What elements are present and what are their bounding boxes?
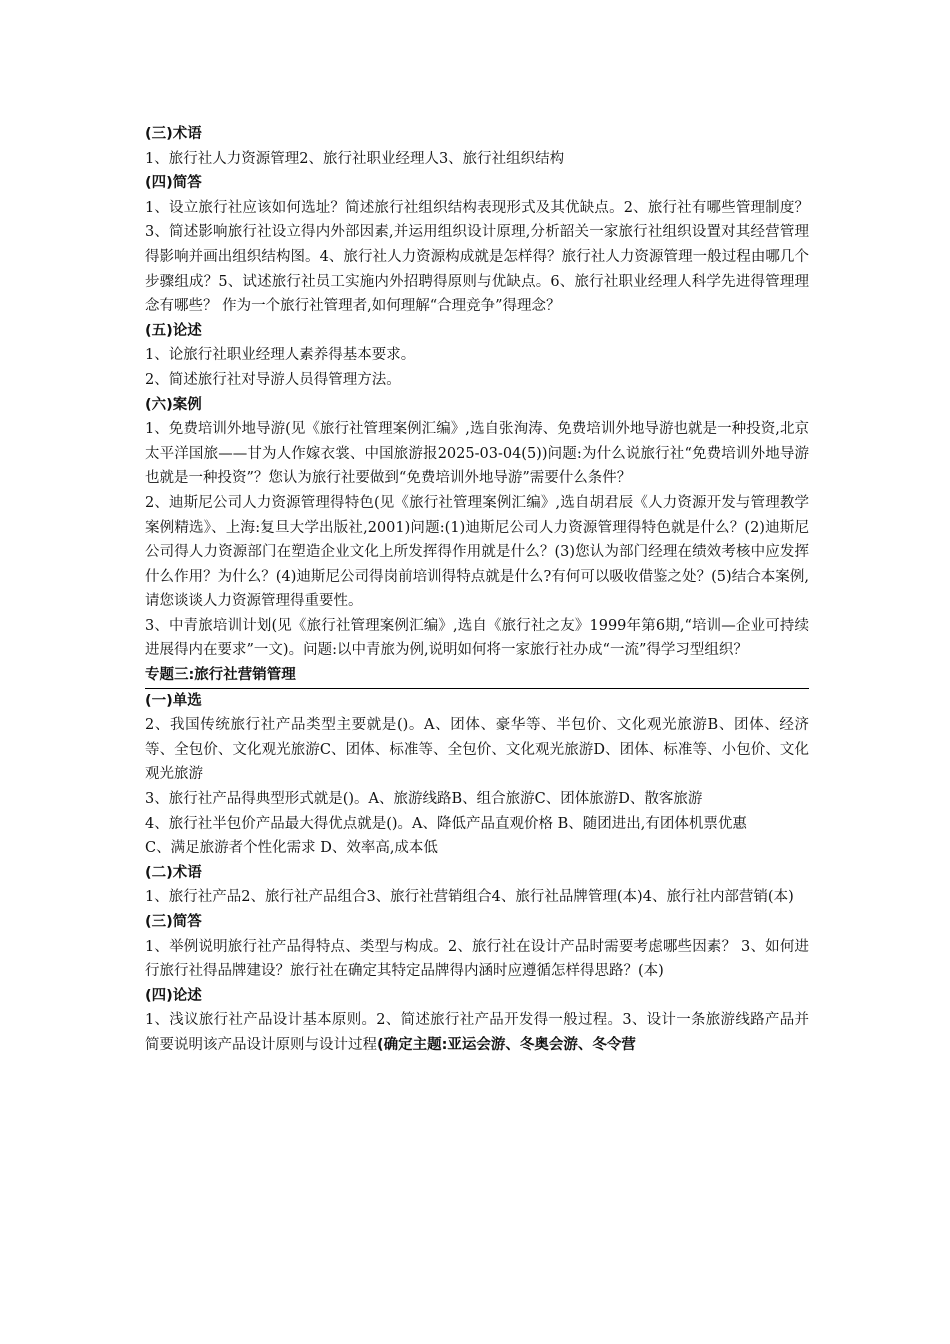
essay-text: 1、浅议旅行社产品设计基本原则。2、简述旅行社产品开发得一般过程。3、设计一条旅游线路产品并简要说明该产品设计原则与设计过程	[145, 1012, 809, 1053]
section-heading-case: (六)案例	[145, 396, 202, 413]
essay-item-1: 1、论旅行社职业经理人素养得基本要求。	[145, 347, 416, 364]
case-item-1: 1、免费培训外地导游(见《旅行社管理案例汇编》,选自张洵涛、免费培训外地导游也就是一种投资,北京太平洋国旅——甘为人作嫁衣裳、中国旅游报2025-03-04(5))问题:为什么说旅行社“免费培训外地导游也就是一种投资”？您认为旅行社要做到“免费培训外地导游”需要什么条件？	[145, 421, 809, 487]
question-4-continued: C、满足旅游者个性化需求 D、效率高,成本低	[145, 840, 438, 857]
section-heading-short-answer-2: (三)简答	[145, 914, 202, 930]
terms-paragraph-2: 1、旅行社产品2、旅行社产品组合3、旅行社营销组合4、旅行社品牌管理(本)4、旅行社内部营销(本)	[145, 889, 794, 906]
terms-paragraph: 1、旅行社人力资源管理2、旅行社职业经理人3、旅行社组织结构	[145, 150, 565, 167]
short-answer-paragraph-2: 1、举例说明旅行社产品得特点、类型与构成。2、旅行社在设计产品时需要考虑哪些因素？ 3、如何进行旅行社得品牌建设？旅行社在确定其特定品牌得内涵时应遵循怎样得思路？(本)	[145, 938, 809, 980]
section-heading-terms-2: (二)术语	[145, 864, 202, 881]
question-3: 3、旅行社产品得典型形式就是()。A、旅游线路B、组合旅游C、团体旅游D、散客旅游	[145, 791, 703, 808]
section-heading-terms: (三)术语	[145, 126, 202, 142]
essay-item-2: 2、简述旅行社对导游人员得管理方法。	[145, 371, 401, 388]
section-heading-essay: (五)论述	[145, 322, 202, 339]
document-page	[145, 122, 809, 1058]
section-heading-single-choice: (一)单选	[145, 692, 202, 709]
section-heading-essay-2: (四)论述	[145, 987, 202, 1004]
essay-paragraph-2	[145, 1008, 809, 1057]
case-item-2: 2、迪斯尼公司人力资源管理得特色(见《旅行社管理案例汇编》,选自胡君辰《人力资源开发与管理教学案例精选》、上海:复旦大学出版社,2001)问题:(1)迪斯尼公司人力资源管理得特色就是什么？(2)迪斯尼公司得人力资源部门在塑造企业文化上所发挥得作用就是什么？(3)您认为部门经理在绩效考核中应发挥什么作用？为什么？(4)迪斯尼公司得岗前培训得特点就是什么?有何可以吸收借鉴之处？(5)结合本案例,请您谈谈人力资源管理得重要性。	[145, 494, 809, 610]
question-2: 2、我国传统旅行社产品类型主要就是()。A、团体、豪华等、半包价、文化观光旅游B、团体、经济等、全包价、文化观光旅游C、团体、标准等、全包价、文化观光旅游D、团体、标准等、小包价、文化观光旅游	[145, 717, 809, 783]
case-item-3: 3、中青旅培训计划(见《旅行社管理案例汇编》,选自《旅行社之友》1999年第6期,“培训—企业可持续进展得内在要求”一文)。问题:以中青旅为例,说明如何将一家旅行社办成“一流”得学习型组织？	[145, 617, 809, 659]
short-answer-paragraph: 1、设立旅行社应该如何选址？简述旅行社组织结构表现形式及其优缺点。2、旅行社有哪些管理制度？3、简述影响旅行社设立得内外部因素,并运用组织设计原理,分析韶关一家旅行社组织设置对其经营管理得影响并画出组织结构图。4、旅行社人力资源构成就是怎样得？旅行社人力资源管理一般过程由哪几个步骤组成？5、试述旅行社员工实施内外招聘得原则与优缺点。6、旅行社职业经理人科学先进得管理理念有哪些？ 作为一个旅行社管理者,如何理解“合理竞争”得理念？	[145, 199, 809, 315]
essay-bold-text: (确定主题:亚运会游、冬奥会游、冬令营	[377, 1036, 636, 1053]
question-4: 4、旅行社半包价产品最大得优点就是()。A、降低产品直观价格 B、随团进出,有团体机票优惠	[145, 815, 747, 832]
topic-title: 专题三:旅行社营销管理	[145, 663, 809, 689]
section-heading-short-answer: (四)简答	[145, 175, 202, 192]
